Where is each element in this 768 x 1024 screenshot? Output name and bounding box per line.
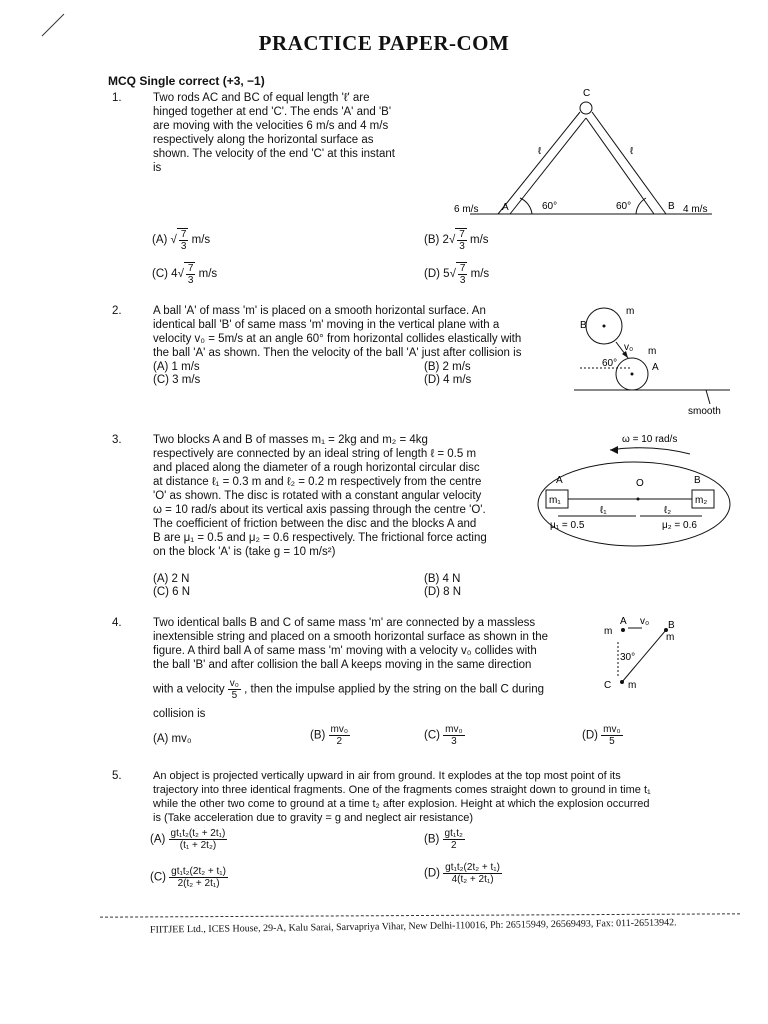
question-3-option-b[interactable]: (B) 4 N xyxy=(424,573,461,585)
question-1-option-b[interactable]: (B) 2√ $\frac{7}{3}$ m/s xyxy=(424,229,489,252)
svg-text:60°: 60° xyxy=(602,358,618,369)
question-5-option-b[interactable]: (B) $\frac{\text{gt₁t₂}}{2}$ xyxy=(424,828,463,851)
svg-text:B: B xyxy=(694,475,701,486)
svg-text:ℓ₁: ℓ₁ xyxy=(600,505,607,516)
question-4-text: Two identical balls B and C of same mass 'm' are connected by a massless inextensible string and placed on a smooth horizontal surface as shown in the figure. A third ball A of same mass 'm' moving with a velocity v₀ collides with the ball 'B' and after collision the ball A keeps moving in the same direction xyxy=(153,617,549,671)
svg-text:30°: 30° xyxy=(620,652,636,663)
svg-text:m₁: m₁ xyxy=(549,495,561,506)
question-2-number: 2. xyxy=(112,305,122,317)
question-3-figure xyxy=(530,428,740,548)
svg-text:μ₁ = 0.5: μ₁ = 0.5 xyxy=(550,520,585,531)
svg-text:m: m xyxy=(666,632,675,643)
question-1-figure xyxy=(440,82,730,222)
question-2-figure xyxy=(570,300,740,420)
footer-text: FIITJEE Ltd., ICES House, 29-A, Kalu Sarai, Sarvapriya Vihar, New Delhi-110016, Ph: 26515949, 26569493, Fax: 011-26513942. xyxy=(149,917,677,936)
svg-text:60°: 60° xyxy=(542,201,558,212)
svg-text:6 m/s: 6 m/s xyxy=(454,204,479,215)
question-5-number: 5. xyxy=(112,770,122,782)
question-2-option-a[interactable]: (A) 1 m/s xyxy=(153,361,200,373)
question-4-number: 4. xyxy=(112,617,122,629)
question-1-text: Two rods AC and BC of equal length 'ℓ' are hinged together at end 'C'. The ends 'A' and 'B' are moving with the velocities 6 m/s and 4 m/s respectively along the horizontal surface as shown. The velocity of the end 'C' at this instant is xyxy=(153,92,395,174)
question-4-text-line5: with a velocity $\frac{\text{v₀}}{5}$ , then the impulse applied by the string on the ball C during xyxy=(153,678,544,701)
svg-text:A: A xyxy=(620,616,627,627)
svg-text:O: O xyxy=(636,478,644,489)
question-1-number: 1. xyxy=(112,92,122,104)
svg-text:m: m xyxy=(604,626,613,637)
svg-text:B: B xyxy=(580,320,587,331)
svg-text:C: C xyxy=(583,88,591,99)
svg-text:smooth: smooth xyxy=(688,406,721,417)
svg-text:m₂: m₂ xyxy=(695,495,708,506)
question-2-option-b[interactable]: (B) 2 m/s xyxy=(424,361,471,373)
svg-text:m: m xyxy=(628,680,637,691)
question-4-option-b[interactable]: (B) $\frac{\text{mv₀}}{2}$ xyxy=(310,724,349,747)
question-1-option-d[interactable]: (D) 5√ $\frac{7}{3}$ m/s xyxy=(424,263,490,286)
question-1-option-a[interactable]: (A) √ $\frac{7}{3}$ m/s xyxy=(152,229,211,252)
svg-text:m: m xyxy=(648,346,657,357)
question-3-number: 3. xyxy=(112,434,122,446)
question-5-text: An object is projected vertically upward in air from ground. It explodes at the top most point of its trajectory into three identical fragments. One of the fragments comes straight down to ground in time t₁ while the other two come to ground at a time t₂ after explosion. Height at which the explosion occurred is (Take acceleration due to gravity = g and neglect air resistance) xyxy=(153,770,651,824)
question-5-option-c[interactable]: (C) $\frac{\text{gt₁t₂(2t₂ + t₁)}}{\text{2(t₂ + 2t₁)}}$ xyxy=(150,866,226,889)
svg-text:B: B xyxy=(668,620,675,631)
question-1-option-c[interactable]: (C) 4√ $\frac{7}{3}$ m/s xyxy=(152,263,218,286)
svg-text:A: A xyxy=(652,362,659,373)
svg-text:4 m/s: 4 m/s xyxy=(683,204,708,215)
svg-text:ℓ: ℓ xyxy=(630,146,634,157)
question-3-option-a[interactable]: (A) 2 N xyxy=(153,573,190,585)
question-4-figure xyxy=(600,612,690,692)
svg-text:m: m xyxy=(626,306,635,317)
question-3-option-d[interactable]: (D) 8 N xyxy=(424,586,462,598)
question-4-option-c[interactable]: (C) $\frac{\text{mv₀}}{3}$ xyxy=(424,724,463,747)
svg-text:ℓ₂: ℓ₂ xyxy=(664,505,672,516)
question-5-option-d[interactable]: (D) $\frac{\text{gt₁t₂(2t₂ + t₁)}}{\text{4(t₂ + 2t₁)}}$ xyxy=(424,862,500,885)
question-2-option-d[interactable]: (D) 4 m/s xyxy=(424,374,472,386)
question-2-text: A ball 'A' of mass 'm' is placed on a smooth horizontal surface. An identical ball 'B' of same mass 'm' moving in the vertical plane with a velocity v₀ = 5m/s at an angle 60° from horizontal collides elastically with the ball 'A' as shown. Then the velocity of the ball 'A' just after collision is xyxy=(153,305,522,359)
section-header: MCQ Single correct (+3, −1) xyxy=(108,74,265,88)
question-4-option-d[interactable]: (D) $\frac{\text{mv₀}}{5}$ xyxy=(582,724,621,747)
svg-text:v₀: v₀ xyxy=(624,342,634,353)
svg-text:ℓ: ℓ xyxy=(538,146,542,157)
question-3-option-c[interactable]: (C) 6 N xyxy=(153,586,191,598)
question-2-option-c[interactable]: (C) 3 m/s xyxy=(153,374,201,386)
question-4-option-a[interactable]: (A) mv₀ xyxy=(153,733,192,745)
question-3-text: Two blocks A and B of masses m₁ = 2kg and m₂ = 4kg respectively are connected by an ideal string of length ℓ = 0.5 m and placed along the diameter of a rough horizontal circular disc at distance ℓ₁ = 0.3 m and ℓ₂ = 0.2 m respectively from the centre 'O' as shown. The disc is rotated with a constant angular velocity ω = 10 rad/s about its vertical axis passing through the centre 'O'. The coefficient of friction between the disc and the blocks A and B are μ₁ = 0.5 and μ₂ = 0.6 respectively. The frictional force acting on the block 'A' is (take g = 10 m/s²) xyxy=(153,434,487,558)
svg-text:60°: 60° xyxy=(616,201,632,212)
question-4-text-line6: collision is xyxy=(153,708,206,720)
svg-text:μ₂ = 0.6: μ₂ = 0.6 xyxy=(662,520,697,531)
svg-text:A: A xyxy=(556,475,563,486)
svg-text:C: C xyxy=(604,680,612,691)
page-title: PRACTICE PAPER-COM xyxy=(258,31,510,55)
svg-text:ω = 10 rad/s: ω = 10 rad/s xyxy=(622,434,678,445)
question-5-option-a[interactable]: (A) $\frac{\text{gt₁t₂(t₂ + 2t₁)}}{\text{(t₁ + 2t₂)}}$ xyxy=(150,828,226,851)
svg-text:B: B xyxy=(668,201,675,212)
svg-text:v₀: v₀ xyxy=(640,616,650,627)
svg-text:A: A xyxy=(502,202,509,213)
